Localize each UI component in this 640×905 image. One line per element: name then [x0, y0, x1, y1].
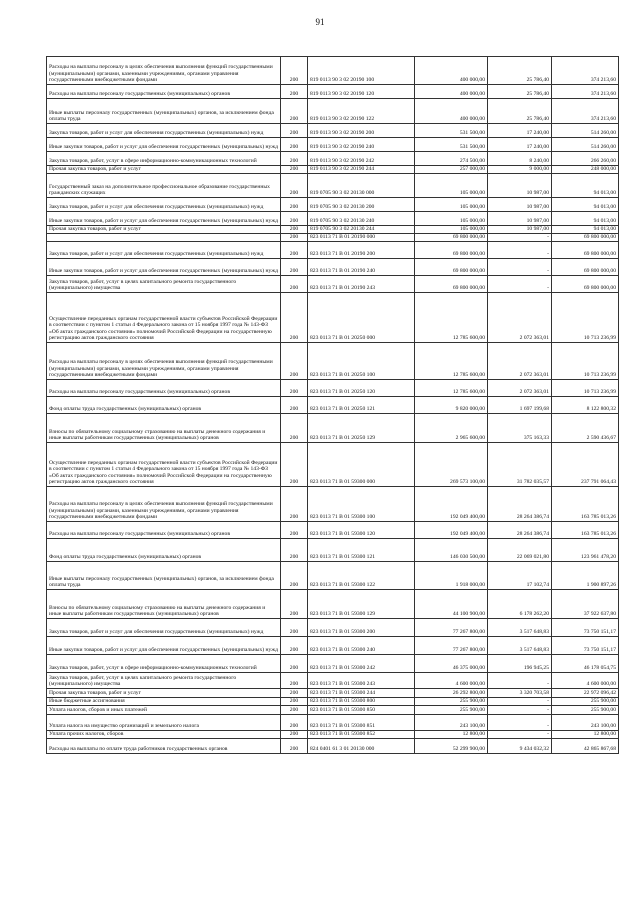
remaining-amount-cell: 22 972 096,42 — [552, 689, 619, 698]
line-code-cell: 200 — [281, 414, 308, 443]
line-code-cell: 200 — [281, 590, 308, 619]
approved-amount-cell: 274 500,00 — [415, 152, 488, 166]
expense-name-cell: Закупка товаров, работ, услуг в целях капитального ремонта государственного (муниципального) имущества — [47, 673, 281, 689]
line-code-cell: 200 — [281, 212, 308, 226]
expense-name-cell: Расходы на выплаты персоналу в целях обеспечения выполнения функций государственными (муниципальными) органами, казенными учреждениями, органами управления государственными внебюджетными фондами — [47, 57, 281, 85]
line-code-cell: 200 — [281, 276, 308, 293]
table-row — [47, 715, 619, 731]
budget-classification-code-cell: 819 0113 90 3 02 20190 244 — [308, 166, 415, 174]
approved-amount-cell: 26 292 800,00 — [415, 689, 488, 698]
expense-name-cell: Фонд оплаты труда государственных (муниципальных) органов — [47, 397, 281, 414]
budget-classification-code-cell: 823 0113 71 В 01 20250 000 — [308, 293, 415, 343]
budget-classification-code-cell: 823 0113 71 В 01 59300 100 — [308, 487, 415, 522]
line-code-cell: 200 — [281, 293, 308, 343]
executed-amount-cell: 17 240,00 — [488, 124, 552, 138]
remaining-amount-cell: 94 013,00 — [552, 174, 619, 198]
table-row — [47, 487, 619, 522]
table-row — [47, 562, 619, 590]
budget-classification-code-cell: 823 0113 71 В 01 59300 242 — [308, 655, 415, 673]
expense-name-cell: Прочая закупка товаров, работ и услуг — [47, 166, 281, 174]
budget-classification-code-cell: 823 0113 71 В 01 20190 243 — [308, 276, 415, 293]
expense-name-cell: Иные закупки товаров, работ и услуг для обеспечения государственных (муниципальных) нужд — [47, 212, 281, 226]
line-code-cell: 200 — [281, 731, 308, 739]
table-row — [47, 698, 619, 706]
table-row — [47, 85, 619, 99]
budget-classification-code-cell: 823 0113 71 В 01 20250 100 — [308, 343, 415, 380]
budget-classification-code-cell: 819 0113 90 3 02 20190 200 — [308, 124, 415, 138]
executed-amount-cell: 25 786,40 — [488, 99, 552, 124]
expense-name-cell: Осуществление переданных органам государственной власти субъектов Российской Федерации в соответствии с пунктом 1 статьи 4 Федерального закона от 15 ноября 1997 года № 143-ФЗ «Об актах гражданского состояния» полномочий Российской Федерации на государственную регистрацию актов гражданского состояния — [47, 443, 281, 487]
executed-amount-cell: 2 072 363,01 — [488, 380, 552, 397]
executed-amount-cell: 28 264 386,74 — [488, 522, 552, 539]
table-row — [47, 99, 619, 124]
executed-amount-cell: 3 320 703,58 — [488, 689, 552, 698]
remaining-amount-cell: 69 800 000,00 — [552, 276, 619, 293]
expense-name-cell: Расходы на выплаты персоналу в целях обеспечения выполнения функций государственными (муниципальными) органами, казенными учреждениями, органами управления государственными внебюджетными фондами — [47, 487, 281, 522]
remaining-amount-cell: 8 122 800,32 — [552, 397, 619, 414]
expense-name-cell: Закупка товаров, работ, услуг в сфере информационно-коммуникационных технологий — [47, 655, 281, 673]
executed-amount-cell: 25 786,40 — [488, 85, 552, 99]
approved-amount-cell: 257 000,00 — [415, 166, 488, 174]
executed-amount-cell: 196 945,25 — [488, 655, 552, 673]
approved-amount-cell: 9 820 000,00 — [415, 397, 488, 414]
budget-classification-code-cell: 823 0113 71 В 01 20190 000 — [308, 234, 415, 242]
remaining-amount-cell: 69 800 000,00 — [552, 242, 619, 259]
remaining-amount-cell: 94 013,00 — [552, 212, 619, 226]
remaining-amount-cell: 12 800,00 — [552, 731, 619, 739]
line-code-cell: 200 — [281, 562, 308, 590]
approved-amount-cell: 2 965 600,00 — [415, 414, 488, 443]
expense-name-cell: Закупка товаров, работ, услуг в целях капитального ремонта государственного (муниципального) имущества — [47, 276, 281, 293]
budget-classification-code-cell: 823 0113 71 В 01 59300 800 — [308, 698, 415, 706]
line-code-cell: 200 — [281, 226, 308, 234]
line-code-cell: 200 — [281, 673, 308, 689]
table-row — [47, 57, 619, 85]
table-row — [47, 343, 619, 380]
line-code-cell: 200 — [281, 174, 308, 198]
executed-amount-cell: - — [488, 259, 552, 276]
remaining-amount-cell: 248 000,00 — [552, 166, 619, 174]
executed-amount-cell: 31 782 035,57 — [488, 443, 552, 487]
executed-amount-cell: - — [488, 731, 552, 739]
approved-amount-cell: 105 000,00 — [415, 198, 488, 212]
table-row — [47, 198, 619, 212]
approved-amount-cell: 69 800 000,00 — [415, 276, 488, 293]
line-code-cell: 200 — [281, 637, 308, 655]
approved-amount-cell: 269 573 100,00 — [415, 443, 488, 487]
remaining-amount-cell: 10 713 236,99 — [552, 293, 619, 343]
budget-classification-code-cell: 819 0705 90 3 02 20130 244 — [308, 226, 415, 234]
table-row — [47, 637, 619, 655]
table-row — [47, 619, 619, 637]
expense-name-cell: Расходы на выплаты персоналу в целях обеспечения выполнения функций государственными (муниципальными) органами, казенными учреждениями, органами управления государственными внебюджетными фондами — [47, 343, 281, 380]
remaining-amount-cell: 374 213,60 — [552, 57, 619, 85]
table-row — [47, 234, 619, 242]
budget-classification-code-cell: 819 0705 90 3 02 20130 000 — [308, 174, 415, 198]
remaining-amount-cell: 69 800 000,00 — [552, 259, 619, 276]
remaining-amount-cell: 255 900,00 — [552, 698, 619, 706]
approved-amount-cell: 146 030 500,00 — [415, 539, 488, 562]
expense-name-cell: Прочая закупка товаров, работ и услуг — [47, 689, 281, 698]
executed-amount-cell: 375 163,33 — [488, 414, 552, 443]
approved-amount-cell: 255 900,00 — [415, 706, 488, 715]
approved-amount-cell: 400 000,00 — [415, 57, 488, 85]
line-code-cell: 200 — [281, 689, 308, 698]
expense-name-cell: Закупка товаров, работ и услуг для обеспечения государственных (муниципальных) нужд — [47, 124, 281, 138]
expense-name-cell: Закупка товаров, работ, услуг в сфере информационно-коммуникационных технологий — [47, 152, 281, 166]
line-code-cell: 200 — [281, 698, 308, 706]
approved-amount-cell: 44 100 900,00 — [415, 590, 488, 619]
table-row — [47, 293, 619, 343]
executed-amount-cell: 10 987,00 — [488, 198, 552, 212]
table-row — [47, 673, 619, 689]
executed-amount-cell: 17 102,74 — [488, 562, 552, 590]
line-code-cell: 200 — [281, 522, 308, 539]
executed-amount-cell: 28 264 386,74 — [488, 487, 552, 522]
table-row — [47, 689, 619, 698]
table-row — [47, 414, 619, 443]
expense-name-cell: Иные закупки товаров, работ и услуг для обеспечения государственных (муниципальных) нужд — [47, 138, 281, 152]
executed-amount-cell: 2 072 363,01 — [488, 343, 552, 380]
table-row — [47, 152, 619, 166]
expense-name-cell: Взносы по обязательному социальному страхованию на выплаты денежного содержания и иные выплаты работникам государственных (муниципальных) органов — [47, 414, 281, 443]
executed-amount-cell: - — [488, 715, 552, 731]
table-row — [47, 212, 619, 226]
remaining-amount-cell: 255 900,00 — [552, 706, 619, 715]
remaining-amount-cell: 69 800 000,00 — [552, 234, 619, 242]
approved-amount-cell: 69 800 000,00 — [415, 242, 488, 259]
executed-amount-cell: 10 987,00 — [488, 174, 552, 198]
table-row — [47, 522, 619, 539]
budget-classification-code-cell: 819 0113 90 3 02 20190 120 — [308, 85, 415, 99]
expense-name-cell: Взносы по обязательному социальному страхованию на выплаты денежного содержания и иные выплаты работникам государственных (муниципальных) органов — [47, 590, 281, 619]
table-body — [47, 57, 619, 754]
executed-amount-cell: 2 072 363,01 — [488, 293, 552, 343]
table-row — [47, 166, 619, 174]
line-code-cell: 200 — [281, 380, 308, 397]
budget-execution-table — [46, 56, 619, 754]
executed-amount-cell: 10 987,00 — [488, 212, 552, 226]
expense-name-cell: Иные выплаты персоналу государственных (муниципальных) органов, за исключением фонда оплаты труда — [47, 99, 281, 124]
expense-name-cell: Иные бюджетные ассигнования — [47, 698, 281, 706]
line-code-cell: 200 — [281, 706, 308, 715]
line-code-cell: 200 — [281, 619, 308, 637]
executed-amount-cell: - — [488, 276, 552, 293]
executed-amount-cell: 9 434 032,32 — [488, 739, 552, 754]
approved-amount-cell: 531 500,00 — [415, 138, 488, 152]
budget-classification-code-cell: 823 0113 71 В 01 59300 122 — [308, 562, 415, 590]
remaining-amount-cell: 94 013,00 — [552, 226, 619, 234]
approved-amount-cell: 12 785 600,00 — [415, 293, 488, 343]
remaining-amount-cell: 237 791 064,43 — [552, 443, 619, 487]
budget-classification-code-cell: 823 0113 71 В 01 59300 243 — [308, 673, 415, 689]
expense-name-cell: Расходы на выплаты персоналу государственных (муниципальных) органов — [47, 85, 281, 99]
approved-amount-cell: 77 267 800,00 — [415, 619, 488, 637]
expense-name-cell: Государственный заказ на дополнительное профессиональное образование государственных гражданских служащих — [47, 174, 281, 198]
remaining-amount-cell: 123 961 478,20 — [552, 539, 619, 562]
executed-amount-cell: - — [488, 234, 552, 242]
approved-amount-cell: 1 918 000,00 — [415, 562, 488, 590]
approved-amount-cell: 12 785 600,00 — [415, 343, 488, 380]
executed-amount-cell: 9 000,00 — [488, 166, 552, 174]
remaining-amount-cell: 4 600 000,00 — [552, 673, 619, 689]
line-code-cell: 200 — [281, 539, 308, 562]
approved-amount-cell: 105 000,00 — [415, 212, 488, 226]
expense-name-cell: Расходы на выплаты персоналу государственных (муниципальных) органов — [47, 380, 281, 397]
approved-amount-cell: 192 049 400,00 — [415, 522, 488, 539]
table-row — [47, 739, 619, 754]
executed-amount-cell: - — [488, 706, 552, 715]
executed-amount-cell: 6 178 262,20 — [488, 590, 552, 619]
approved-amount-cell: 12 785 600,00 — [415, 380, 488, 397]
remaining-amount-cell: 374 213,60 — [552, 85, 619, 99]
expense-name-cell: Расходы на выплаты по оплате труда работников государственных органов — [47, 739, 281, 754]
expense-name-cell: Осуществление переданных органам государственной власти субъектов Российской Федерации в соответствии с пунктом 1 статьи 4 Федерального закона от 15 ноября 1997 года № 143-ФЗ «Об актах гражданского состояния» полномочий Российской Федерации на государственную регистрацию актов гражданского состояния — [47, 293, 281, 343]
budget-classification-code-cell: 823 0113 71 В 01 59300 850 — [308, 706, 415, 715]
budget-classification-code-cell: 823 0113 71 В 01 20250 121 — [308, 397, 415, 414]
table-row — [47, 226, 619, 234]
budget-classification-code-cell: 823 0113 71 В 01 59300 240 — [308, 637, 415, 655]
expense-name-cell — [47, 234, 281, 242]
expense-name-cell: Уплата налога на имущество организаций и земельного налога — [47, 715, 281, 731]
remaining-amount-cell: 10 713 236,99 — [552, 380, 619, 397]
table-row — [47, 259, 619, 276]
budget-classification-code-cell: 823 0113 71 В 01 59300 851 — [308, 715, 415, 731]
remaining-amount-cell: 42 865 867,68 — [552, 739, 619, 754]
executed-amount-cell: 22 069 021,80 — [488, 539, 552, 562]
table-row — [47, 731, 619, 739]
budget-classification-code-cell: 823 0113 71 В 01 59300 121 — [308, 539, 415, 562]
table-row — [47, 539, 619, 562]
approved-amount-cell: 400 000,00 — [415, 99, 488, 124]
budget-classification-code-cell: 823 0113 71 В 01 59300 852 — [308, 731, 415, 739]
executed-amount-cell: 3 517 648,83 — [488, 619, 552, 637]
remaining-amount-cell: 163 785 013,26 — [552, 487, 619, 522]
remaining-amount-cell: 73 750 151,17 — [552, 637, 619, 655]
line-code-cell: 200 — [281, 152, 308, 166]
expense-name-cell: Закупка товаров, работ и услуг для обеспечения государственных (муниципальных) нужд — [47, 619, 281, 637]
page-number: 91 — [315, 17, 325, 27]
expense-name-cell: Иные закупки товаров, работ и услуг для обеспечения государственных (муниципальных) нужд — [47, 259, 281, 276]
executed-amount-cell: 17 240,00 — [488, 138, 552, 152]
budget-classification-code-cell: 819 0113 90 3 02 20190 122 — [308, 99, 415, 124]
budget-classification-code-cell: 819 0705 90 3 02 20130 200 — [308, 198, 415, 212]
executed-amount-cell: 10 987,00 — [488, 226, 552, 234]
line-code-cell: 200 — [281, 343, 308, 380]
executed-amount-cell: 8 240,00 — [488, 152, 552, 166]
approved-amount-cell: 255 900,00 — [415, 698, 488, 706]
budget-classification-code-cell: 819 0113 90 3 02 20190 240 — [308, 138, 415, 152]
remaining-amount-cell: 2 590 436,67 — [552, 414, 619, 443]
remaining-amount-cell: 243 100,00 — [552, 715, 619, 731]
approved-amount-cell: 4 600 000,00 — [415, 673, 488, 689]
budget-classification-code-cell: 823 0113 71 В 01 20190 200 — [308, 242, 415, 259]
line-code-cell: 200 — [281, 234, 308, 242]
budget-classification-code-cell: 819 0113 90 3 02 20190 242 — [308, 152, 415, 166]
line-code-cell: 200 — [281, 138, 308, 152]
line-code-cell: 200 — [281, 443, 308, 487]
approved-amount-cell: 243 100,00 — [415, 715, 488, 731]
table-row — [47, 174, 619, 198]
line-code-cell: 200 — [281, 198, 308, 212]
budget-classification-code-cell: 823 0113 71 В 01 59300 000 — [308, 443, 415, 487]
budget-classification-code-cell: 823 0113 71 В 01 59300 200 — [308, 619, 415, 637]
table-row — [47, 276, 619, 293]
budget-classification-code-cell: 824 0401 61 3 01 20130 000 — [308, 739, 415, 754]
expense-name-cell: Закупка товаров, работ и услуг для обеспечения государственных (муниципальных) нужд — [47, 198, 281, 212]
approved-amount-cell: 105 000,00 — [415, 226, 488, 234]
approved-amount-cell: 69 800 000,00 — [415, 259, 488, 276]
budget-classification-code-cell: 823 0113 71 В 01 20250 120 — [308, 380, 415, 397]
executed-amount-cell: - — [488, 698, 552, 706]
line-code-cell: 200 — [281, 397, 308, 414]
executed-amount-cell: 3 517 648,83 — [488, 637, 552, 655]
line-code-cell: 200 — [281, 85, 308, 99]
remaining-amount-cell: 514 260,00 — [552, 124, 619, 138]
table-row — [47, 443, 619, 487]
executed-amount-cell: 25 786,40 — [488, 57, 552, 85]
budget-classification-code-cell: 823 0113 71 В 01 59300 129 — [308, 590, 415, 619]
approved-amount-cell: 400 000,00 — [415, 85, 488, 99]
line-code-cell: 200 — [281, 124, 308, 138]
approved-amount-cell: 69 800 000,00 — [415, 234, 488, 242]
approved-amount-cell: 531 500,00 — [415, 124, 488, 138]
table-row — [47, 138, 619, 152]
approved-amount-cell: 12 800,00 — [415, 731, 488, 739]
budget-classification-code-cell: 823 0113 71 В 01 20190 240 — [308, 259, 415, 276]
expense-name-cell: Иные выплаты персоналу государственных (муниципальных) органов, за исключением фонда оплаты труда — [47, 562, 281, 590]
line-code-cell: 200 — [281, 739, 308, 754]
table-row — [47, 380, 619, 397]
table-row — [47, 590, 619, 619]
table-row — [47, 242, 619, 259]
expense-name-cell: Фонд оплаты труда государственных (муниципальных) органов — [47, 539, 281, 562]
remaining-amount-cell: 37 922 637,80 — [552, 590, 619, 619]
approved-amount-cell: 192 049 400,00 — [415, 487, 488, 522]
line-code-cell: 200 — [281, 715, 308, 731]
expense-name-cell: Расходы на выплаты персоналу государственных (муниципальных) органов — [47, 522, 281, 539]
line-code-cell: 200 — [281, 242, 308, 259]
budget-classification-code-cell: 823 0113 71 В 01 20250 129 — [308, 414, 415, 443]
expense-name-cell: Уплата прочих налогов, сборов — [47, 731, 281, 739]
approved-amount-cell: 105 000,00 — [415, 174, 488, 198]
line-code-cell: 200 — [281, 166, 308, 174]
budget-classification-code-cell: 823 0113 71 В 01 59300 120 — [308, 522, 415, 539]
line-code-cell: 200 — [281, 57, 308, 85]
table-row — [47, 397, 619, 414]
table-row — [47, 706, 619, 715]
executed-amount-cell: - — [488, 242, 552, 259]
remaining-amount-cell: 46 178 054,75 — [552, 655, 619, 673]
expense-name-cell: Прочая закупка товаров, работ и услуг — [47, 226, 281, 234]
budget-classification-code-cell: 823 0113 71 В 01 59300 244 — [308, 689, 415, 698]
expense-name-cell: Иные закупки товаров, работ и услуг для обеспечения государственных (муниципальных) нужд — [47, 637, 281, 655]
remaining-amount-cell: 73 750 151,17 — [552, 619, 619, 637]
remaining-amount-cell: 374 213,60 — [552, 99, 619, 124]
budget-classification-code-cell: 819 0705 90 3 02 20130 240 — [308, 212, 415, 226]
remaining-amount-cell: 94 013,00 — [552, 198, 619, 212]
line-code-cell: 200 — [281, 487, 308, 522]
budget-classification-code-cell: 819 0113 90 3 02 20190 100 — [308, 57, 415, 85]
executed-amount-cell: - — [488, 673, 552, 689]
approved-amount-cell: 52 299 900,00 — [415, 739, 488, 754]
line-code-cell: 200 — [281, 259, 308, 276]
line-code-cell: 200 — [281, 655, 308, 673]
executed-amount-cell: 1 697 199,68 — [488, 397, 552, 414]
approved-amount-cell: 77 267 800,00 — [415, 637, 488, 655]
remaining-amount-cell: 514 260,00 — [552, 138, 619, 152]
remaining-amount-cell: 163 785 013,26 — [552, 522, 619, 539]
remaining-amount-cell: 266 260,00 — [552, 152, 619, 166]
approved-amount-cell: 46 375 000,00 — [415, 655, 488, 673]
line-code-cell: 200 — [281, 99, 308, 124]
remaining-amount-cell: 1 900 897,26 — [552, 562, 619, 590]
expense-name-cell: Уплата налогов, сборов и иных платежей — [47, 706, 281, 715]
table-row — [47, 655, 619, 673]
remaining-amount-cell: 10 713 236,99 — [552, 343, 619, 380]
expense-name-cell: Закупка товаров, работ и услуг для обеспечения государственных (муниципальных) нужд — [47, 242, 281, 259]
table-row — [47, 124, 619, 138]
